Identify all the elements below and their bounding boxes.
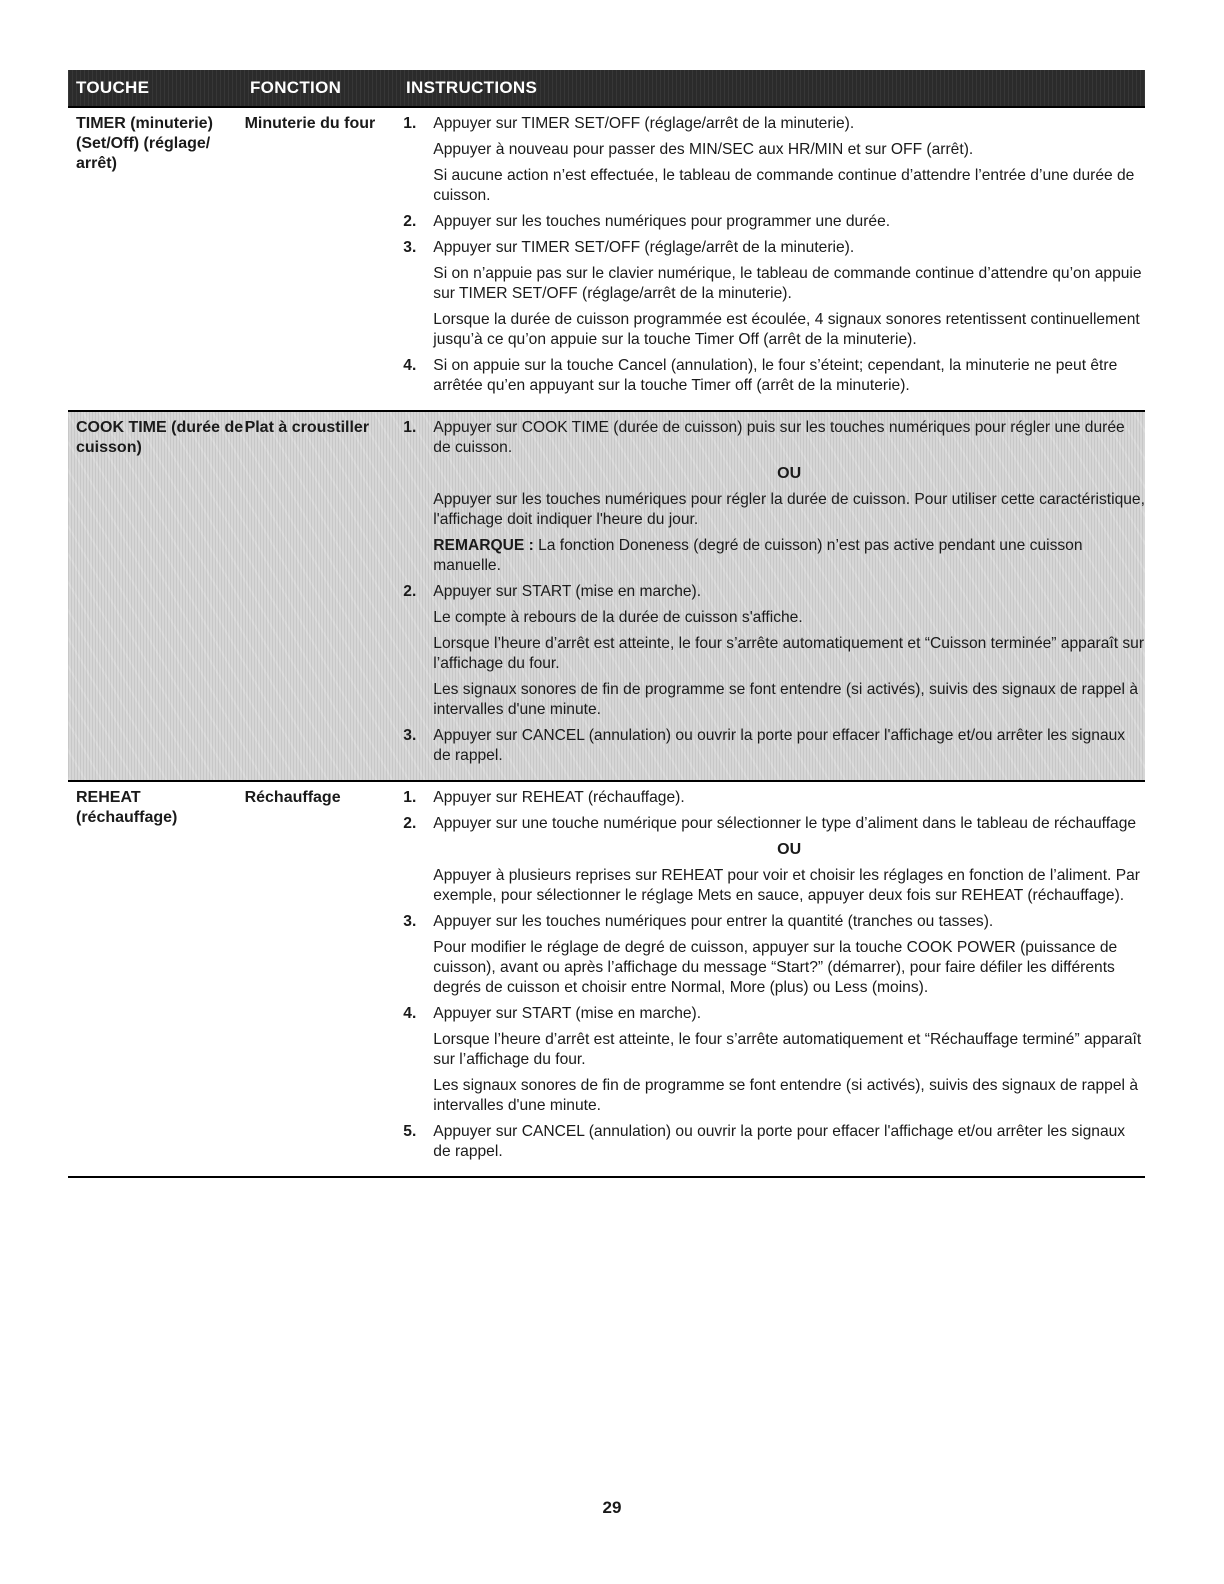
step-number: 1. (403, 115, 417, 132)
step (401, 238, 1145, 258)
step-number: 3. (403, 727, 417, 744)
instructions-table (68, 70, 1145, 1178)
step-number: 2. (403, 815, 417, 832)
step (401, 726, 1145, 766)
key-name: REHEAT (réchauffage) (76, 789, 178, 826)
step-text: Appuyer sur TIMER SET/OFF (réglage/arrêt de la minuterie). (433, 239, 855, 256)
function-name: Réchauffage (244, 789, 341, 806)
table-row-timer (68, 108, 1145, 410)
step (401, 418, 1145, 458)
step-number: 3. (403, 913, 417, 930)
step-number: 2. (403, 213, 417, 230)
step-text: Appuyer sur une touche numérique pour sélectionner le type d’aliment dans le tableau de réchauffage (433, 815, 1137, 832)
table-row-cook-time (68, 410, 1145, 782)
step (401, 356, 1145, 396)
step (401, 212, 1145, 232)
step-number: 1. (403, 419, 417, 436)
step (401, 912, 1145, 932)
step-text: Appuyer sur START (mise en marche). (433, 1005, 702, 1022)
step-detail: Pour modifier le réglage de degré de cuisson, appuyer sur la touche COOK POWER (puissance de cuisson), avant ou après l’affichage du message “Start?” (démarrer), pour faire défiler les différents degrés de cuisson et choisir entre Normal, More (plus) ou Less (moins). (433, 939, 1118, 996)
step-text: Appuyer sur les touches numériques pour entrer la quantité (tranches ou tasses). (433, 913, 994, 930)
header-touche: TOUCHE (76, 78, 150, 97)
table-row-reheat (68, 782, 1145, 1178)
step-detail: Si aucune action n’est effectuée, le tableau de commande continue d’attendre l’entrée d’une durée de cuisson. (433, 167, 1135, 204)
step-text: Si on appuie sur la touche Cancel (annulation), le four s’éteint; cependant, la minuterie ne peut être arrêtée qu’en appuyant sur la touche Timer off (arrêt de la minuterie). (433, 357, 1118, 394)
or-separator: OU (777, 465, 802, 482)
step (401, 788, 1145, 808)
step-detail: Appuyer sur les touches numériques pour régler la durée de cuisson. Pour utiliser cette caractéristique, l'affichage doit indiquer l'heure du jour. (433, 491, 1145, 528)
step-number: 5. (403, 1123, 417, 1140)
step (401, 582, 1145, 602)
note-label: REMARQUE : (433, 537, 534, 554)
step-text: Appuyer sur CANCEL (annulation) ou ouvrir la porte pour effacer l'affichage et/ou arrêter les signaux de rappel. (433, 727, 1126, 764)
step-text: Appuyer sur REHEAT (réchauffage). (433, 789, 685, 806)
step-text: Appuyer sur les touches numériques pour programmer une durée. (433, 213, 891, 230)
or-separator: OU (777, 841, 802, 858)
step-detail: Appuyer à plusieurs reprises sur REHEAT pour voir et choisir les réglages en fonction de l’aliment. Par exemple, pour sélectionner le réglage Mets en sauce, appuyer deux fois sur REHEAT (réchauffage). (433, 867, 1140, 904)
step-number: 4. (403, 1005, 417, 1022)
step (401, 1004, 1145, 1024)
step-text: Appuyer sur CANCEL (annulation) ou ouvrir la porte pour effacer l'affichage et/ou arrêter les signaux de rappel. (433, 1123, 1126, 1160)
step-number: 2. (403, 583, 417, 600)
key-name: TIMER (minuterie) (Set/Off) (réglage/ arrêt) (76, 115, 213, 172)
header-instructions: INSTRUCTIONS (406, 78, 538, 97)
step (401, 1122, 1145, 1162)
instructions-cell (393, 418, 1145, 772)
step (401, 814, 1145, 834)
step-detail: Si on n’appuie pas sur le clavier numérique, le tableau de commande continue d’attendre qu’on appuie sur TIMER SET/OFF (réglage/arrêt de la minuterie). (433, 265, 1142, 302)
note (401, 536, 1145, 576)
function-name: Plat à croustiller (244, 419, 370, 436)
header-fonction: FONCTION (250, 78, 342, 97)
step-text: Appuyer sur START (mise en marche). (433, 583, 702, 600)
key-name: COOK TIME (durée de cuisson) (76, 419, 244, 456)
note-text: La fonction Doneness (degré de cuisson) n’est pas active pendant une cuisson manuelle. (433, 537, 1083, 574)
step-detail: Le compte à rebours de la durée de cuisson s'affiche. (433, 609, 803, 626)
step-detail: Lorsque l’heure d’arrêt est atteinte, le four s’arrête automatiquement et “Cuisson terminée” apparaît sur l’affichage du four. (433, 635, 1145, 672)
step-text: Appuyer sur COOK TIME (durée de cuisson) puis sur les touches numériques pour régler une durée de cuisson. (433, 419, 1125, 456)
step-number: 3. (403, 239, 417, 256)
step-number: 1. (403, 789, 417, 806)
step-detail: Les signaux sonores de fin de programme se font entendre (si activés), suivis des signaux de rappel à intervalles d'une minute. (433, 1077, 1139, 1114)
instructions-cell (393, 788, 1145, 1168)
step-detail: Lorsque l’heure d’arrêt est atteinte, le four s’arrête automatiquement et “Réchauffage terminé” apparaît sur l’affichage du four. (433, 1031, 1142, 1068)
step-text: Appuyer sur TIMER SET/OFF (réglage/arrêt de la minuterie). (433, 115, 855, 132)
function-name: Minuterie du four (244, 115, 376, 132)
step (401, 114, 1145, 134)
instructions-cell (393, 114, 1145, 402)
step-detail: Les signaux sonores de fin de programme se font entendre (si activés), suivis des signaux de rappel à intervalles d'une minute. (433, 681, 1139, 718)
step-detail: Lorsque la durée de cuisson programmée est écoulée, 4 signaux sonores retentissent continuellement jusqu’à ce qu’on appuie sur la touche Timer Off (arrêt de la minuterie). (433, 311, 1140, 348)
table-header (68, 70, 1145, 108)
page-number: 29 (602, 1498, 622, 1517)
step-detail: Appuyer à nouveau pour passer des MIN/SEC aux HR/MIN et sur OFF (arrêt). (433, 141, 974, 158)
step-number: 4. (403, 357, 417, 374)
